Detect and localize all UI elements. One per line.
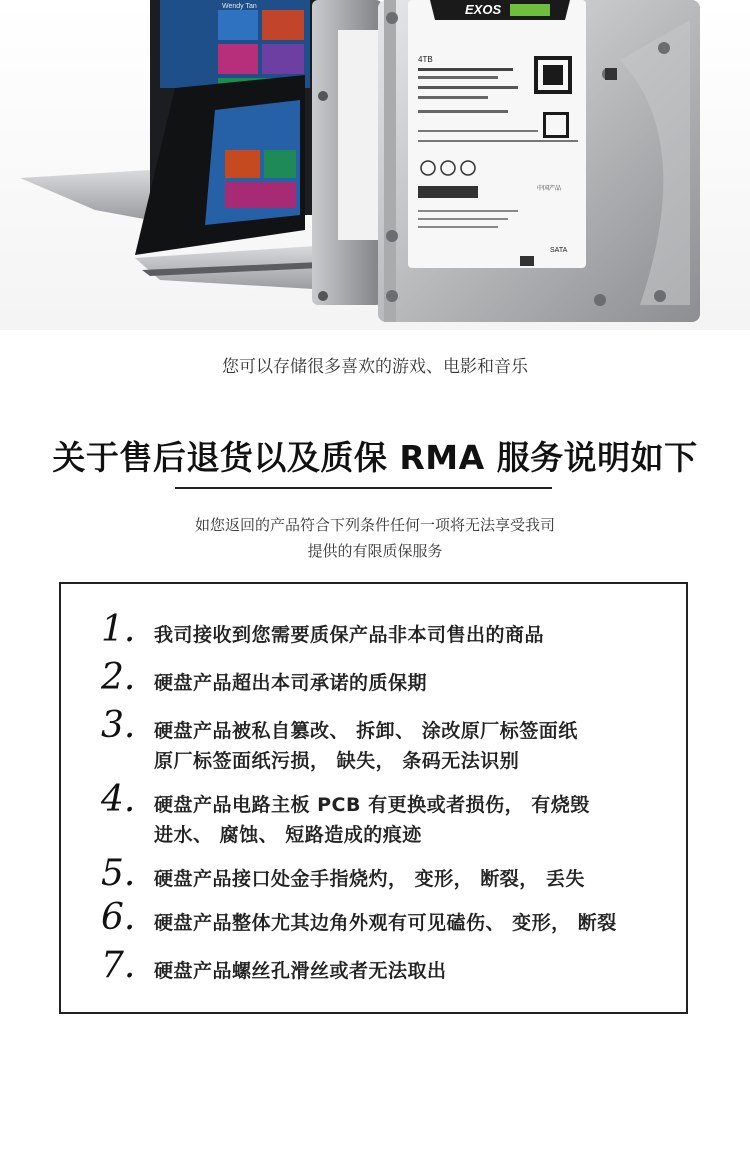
term-number: 4. <box>101 779 136 820</box>
term-line: 硬盘产品电路主板 PCB 有更换或者损伤， 有烧毁 <box>154 794 590 816</box>
subtitle-line-2: 提供的有限质保服务 <box>307 542 443 560</box>
term-line: 硬盘产品被私自篡改、 拆卸、 涂改原厂标签面纸 <box>154 720 578 742</box>
term-line: 硬盘产品螺丝孔滑丝或者无法取出 <box>154 960 447 982</box>
term-text <box>154 956 684 986</box>
hero-product-image <box>0 0 750 330</box>
term-text <box>154 620 684 650</box>
term-line: 硬盘产品超出本司承诺的质保期 <box>154 672 428 694</box>
term-text <box>154 790 684 850</box>
term-number: 3. <box>101 705 136 746</box>
term-number: 5. <box>101 853 136 894</box>
drive-interface: SATA <box>550 247 568 254</box>
subtitle-line-1: 如您返回的产品符合下列条件任何一项将无法享受我司 <box>194 516 555 534</box>
subtitle <box>0 512 750 564</box>
rma-terms-box <box>59 582 688 1014</box>
term-line: 我司接收到您需要质保产品非本司售出的商品 <box>154 624 545 646</box>
title-divider <box>175 487 552 489</box>
term-text <box>154 864 684 894</box>
term-line: 硬盘产品整体尤其边角外观有可见磕伤、 变形， 断裂 <box>154 912 617 934</box>
drive-brand: EXOS <box>465 2 502 17</box>
drive-origin: 中国产品 <box>537 186 562 192</box>
laptop-tile-text: Wendy Tan <box>222 3 257 10</box>
term-number: 6. <box>101 897 136 938</box>
laptop-and-hard-drive-illustration <box>0 0 750 330</box>
hero-caption: 您可以存储很多喜欢的游戏、电影和音乐 <box>222 357 528 377</box>
term-text <box>154 908 684 938</box>
page-title: 关于售后退货以及质保 RMA 服务说明如下 <box>52 438 698 477</box>
term-line: 进水、 腐蚀、 短路造成的痕迹 <box>154 824 422 846</box>
term-line: 硬盘产品接口处金手指烧灼， 变形， 断裂， 丢失 <box>154 868 585 890</box>
term-number: 2. <box>101 657 136 698</box>
term-text <box>154 668 684 698</box>
term-number: 7. <box>101 945 136 986</box>
term-line: 原厂标签面纸污损， 缺失， 条码无法识别 <box>154 750 520 772</box>
term-number: 1. <box>101 609 136 650</box>
term-text <box>154 716 684 776</box>
drive-capacity: 4TB <box>418 55 433 64</box>
